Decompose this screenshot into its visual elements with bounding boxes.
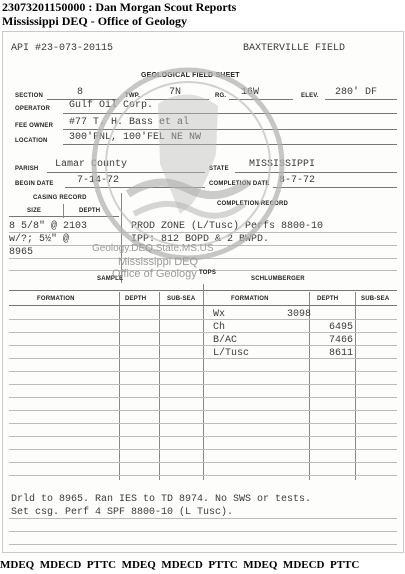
elev-value: 280' DF <box>335 87 378 98</box>
right-depth-header: DEPTH <box>317 296 339 302</box>
top-formation-2: Ch <box>213 322 226 333</box>
top-depth-1: 3098 <box>287 309 312 320</box>
rg-label: RG. <box>215 93 227 99</box>
fee-owner-value: #77 T. H. Bass et al <box>69 117 190 128</box>
left-depth-header: DEPTH <box>125 296 147 302</box>
mdeq-seal-watermark <box>88 64 288 264</box>
casing-line-3: 8965 <box>9 247 34 258</box>
watermark-line-1: Mississippi DEQ <box>118 256 199 268</box>
completion-line-1: PROD ZONE (L/Tusc) Perfs 8800-10 <box>131 221 324 232</box>
completion-line-2: IPP: 812 BOPD & 2 BWPD. <box>131 234 270 245</box>
field-name: BAXTERVILLE FIELD <box>243 43 346 54</box>
casing-record-label: CASING RECORD <box>33 195 87 201</box>
fee-owner-label: FEE OWNER <box>15 123 54 129</box>
section-label: SECTION <box>15 93 44 99</box>
twp-value: 7N <box>169 87 182 98</box>
parish-value: Lamar County <box>55 159 128 170</box>
casing-depth-label: DEPTH <box>79 208 101 214</box>
top-depth-2: 6495 <box>329 322 354 333</box>
top-formation-3: B/AC <box>213 335 238 346</box>
top-formation-1: Wx <box>213 309 226 320</box>
completion-record-label: COMPLETION RECORD <box>217 201 289 207</box>
sample-label: SAMPLE <box>97 276 124 282</box>
top-depth-3: 7466 <box>329 335 354 346</box>
operator-value: Gulf Oil Corp. <box>69 100 154 111</box>
location-label: LOCATION <box>15 138 48 144</box>
casing-line-2: w/?; 5½" @ <box>9 234 70 245</box>
parish-label: PARISH <box>15 166 39 172</box>
operator-label: OPERATOR <box>15 106 51 112</box>
remarks-line-1: Drld to 8965. Ran IES to TD 8974. No SWS or tests. <box>11 494 312 505</box>
schlumberger-label: SCHLUMBERGER <box>251 276 305 282</box>
completion-date-label: COMPLETION DATE <box>209 181 270 187</box>
begin-date-label: BEGIN DATE <box>15 181 54 187</box>
watermark-line-2: Office of Geology <box>112 268 197 280</box>
casing-size-label: SIZE <box>27 208 42 214</box>
right-subsea-header: SUB-SEA <box>361 296 390 302</box>
top-formation-4: L/Tusc <box>213 348 250 359</box>
footer-banner: MDEQ MDECD PTTC MDEQ MDECD PTTC MDEQ MDECD PTTC <box>0 559 360 571</box>
casing-line-1: 8 5/8" @ 2103 <box>9 221 88 232</box>
remarks-line-2: Set csg. Perf 4 SPF 8800-10 (L Tusc). <box>11 507 234 518</box>
elev-label: ELEV. <box>301 93 319 99</box>
state-value: MISSISSIPPI <box>249 159 316 170</box>
sheet-title: GEOLOGICAL FIELD SHEET <box>141 72 240 79</box>
report-title: 23073201150000 : Dan Morgan Scout Reports <box>2 0 237 14</box>
api-number: API #23-073-20115 <box>11 43 114 54</box>
twp-label: TWP. <box>125 93 141 99</box>
tops-label: TOPS <box>199 270 217 276</box>
state-label: STATE <box>209 166 229 172</box>
location-value: 300'FNL, 100'FEL NE NW <box>69 132 202 143</box>
completion-date-value: 8-7-72 <box>279 175 316 186</box>
top-depth-4: 8611 <box>329 348 354 359</box>
left-subsea-header: SUB-SEA <box>167 296 196 302</box>
section-value: 8 <box>77 87 84 98</box>
rg-value: 16W <box>241 87 260 98</box>
left-formation-header: FORMATION <box>37 296 75 302</box>
begin-date-value: 7-14-72 <box>77 175 120 186</box>
report-source: Mississippi DEQ - Office of Geology <box>2 14 187 28</box>
watermark-url: Geology.DEQ.State.MS.US <box>92 243 214 254</box>
right-formation-header: FORMATION <box>231 296 269 302</box>
